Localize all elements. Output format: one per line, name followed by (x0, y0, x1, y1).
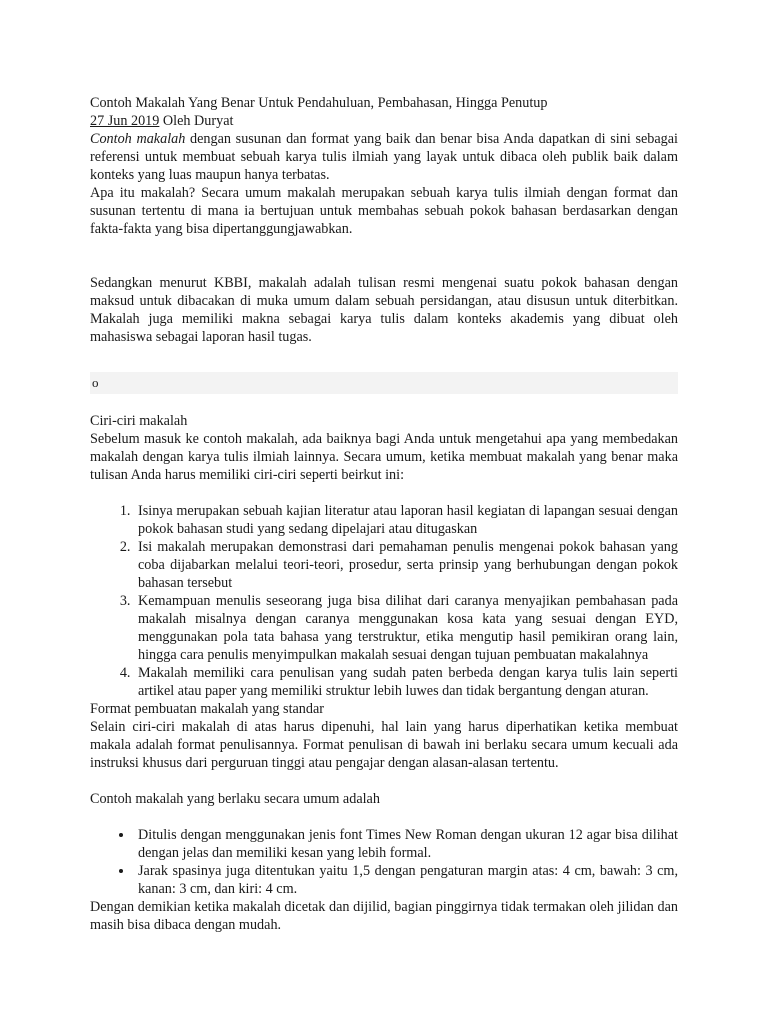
intro-paragraph (90, 130, 678, 184)
publish-date-link[interactable]: 27 Jun 2019 (90, 113, 160, 129)
list-item: • Ditulis dengan menggunakan jenis font Times New Roman dengan ukuran 12 agar bisa dilihat dengan jelas dan memiliki kesan yang lebih formal. (134, 826, 678, 862)
ciri-list (90, 502, 678, 700)
list-item: • Jarak spasinya juga ditentukan yaitu 1,5 dengan pengaturan margin atas: 4 cm, bawah: 3 cm, kanan: 3 cm, dan kiri: 4 cm. (134, 862, 678, 898)
intro-italic: Contoh makalah (90, 131, 186, 147)
list-item: 4. Makalah memiliki cara penulisan yang sudah paten berbeda dengan karya tulis lain seperti artikel atau paper yang memiliki struktur lebih luwes dan tidak bergantung dengan aturan. (134, 664, 678, 700)
document-body (90, 94, 678, 934)
spacer (90, 346, 678, 364)
intro-text: dengan susunan dan format yang baik dan benar bisa Anda dapatkan di sini sebagai referensi untuk membuat sebuah karya tulis ilmiah yang layak untuk dibaca oleh publik baik dalam konteks yang luas maupun hanya terbatas. (90, 131, 678, 183)
spacer (90, 394, 678, 412)
list-item: 3. Kemampuan menulis seseorang juga bisa dilihat dari caranya menyajikan pembahasan pada makalah misalnya dengan caranya menggunakan kosa kata yang sesuai dengan EYD, menggunakan pola tata bahasa yang terstruktur, etika mengutip hasil pemikiran orang lain, hingga cara penulis menyimpulkan makalah sesuai dengan tujuan pembuatan makalahnya (134, 592, 678, 664)
document-title: Contoh Makalah Yang Benar Untuk Pendahuluan, Pembahasan, Hingga Penutup (90, 95, 548, 111)
spacer (90, 238, 678, 256)
ciri-heading: Ciri-ciri makalah (90, 413, 188, 429)
contoh-heading: Contoh makalah yang berlaku secara umum adalah (90, 791, 380, 807)
spacer (90, 256, 678, 274)
spacer (90, 808, 678, 826)
author-text: Oleh Duryat (159, 113, 234, 129)
list-item: 1. Isinya merupakan sebuah kajian literatur atau laporan hasil kegiatan di lapangan sesuai dengan pokok bahasan studi yang sedang dipelajari atau ditugaskan (134, 502, 678, 538)
format-intro-paragraph: Selain ciri-ciri makalah di atas harus dipenuhi, hal lain yang harus diperhatikan ketika membuat makala adalah format penulisannya. Format penulisan di bawah ini berlaku secara umum kecuali ada instruksi khusus dari perguruan tinggi atau pengajar dengan alasan-alasan tertentu. (90, 719, 678, 771)
byline (90, 112, 678, 130)
definition-paragraph: Apa itu makalah? Secara umum makalah merupakan sebuah karya tulis ilmiah dengan format dan susunan tertentu di mana ia bertujuan untuk membahas sebuah pokok bahasan berdasarkan dengan fakta-fakta yang bisa dipertanggungjawabkan. (90, 185, 678, 237)
list-item: 2. Isi makalah merupakan demonstrasi dari pemahaman penulis mengenai pokok bahasan yang coba dijabarkan melalui teori-teori, prosedur, serta prinsip yang berhubungan dengan pokok bahasan tersebut (134, 538, 678, 592)
spacer (90, 484, 678, 502)
format-heading: Format pembuatan makalah yang standar (90, 701, 325, 717)
separator-bar (90, 372, 678, 394)
ciri-intro-paragraph: Sebelum masuk ke contoh makalah, ada baiknya bagi Anda untuk mengetahui apa yang membedakan makalah dengan karya tulis ilmiah lainnya. Secara umum, ketika membuat makalah yang benar maka tulisan Anda harus memiliki ciri-ciri seperti beirkut ini: (90, 431, 678, 483)
closing-paragraph: Dengan demikian ketika makalah dicetak dan dijilid, bagian pinggirnya tidak termakan oleh jilidan dan masih bisa dibaca dengan mudah. (90, 899, 678, 933)
contoh-list (90, 826, 678, 898)
spacer (90, 772, 678, 790)
bar-marker: o (92, 375, 99, 390)
kbbi-paragraph: Sedangkan menurut KBBI, makalah adalah tulisan resmi mengenai suatu pokok bahasan dengan maksud untuk dibacakan di muka umum dalam sebuah persidangan, atau disusun untuk diterbitkan. Makalah juga memiliki makna sebagai karya tulis dalam konteks akademis yang dibuat oleh mahasiswa sebagai laporan hasil tugas. (90, 275, 678, 345)
